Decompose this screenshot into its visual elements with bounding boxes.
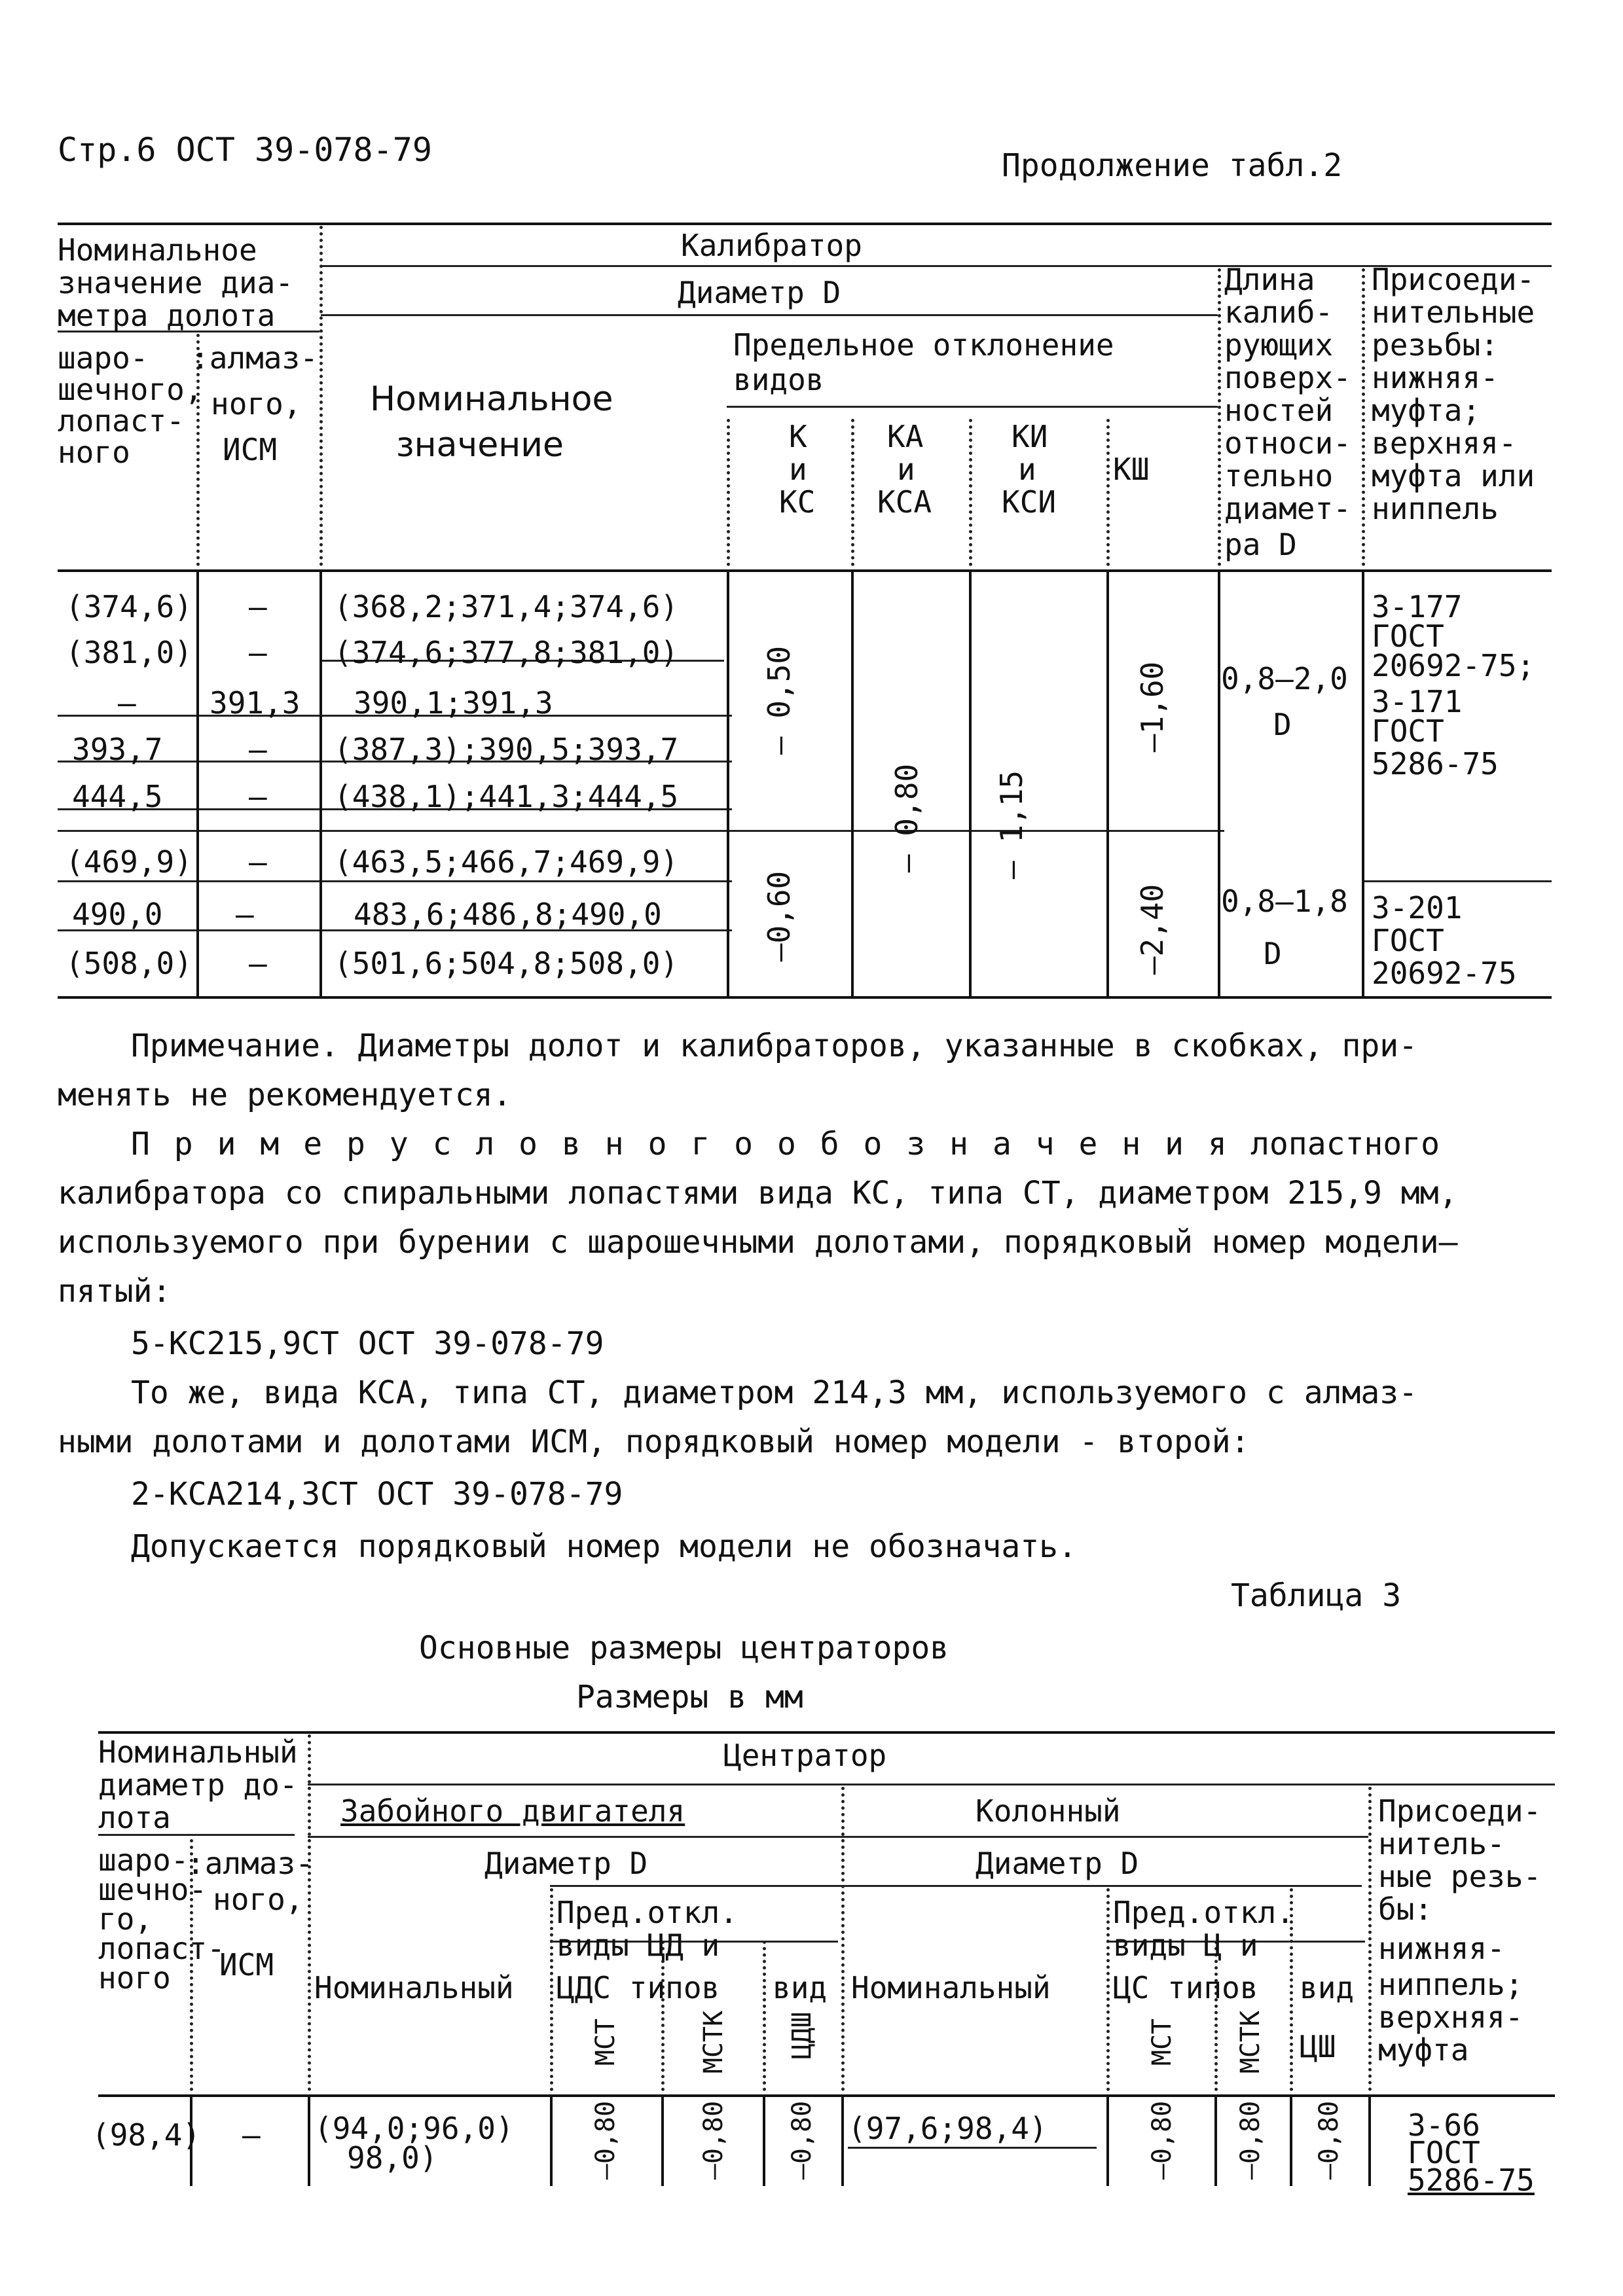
- row-nominal: (374,6;377,8;381,0): [334, 635, 679, 670]
- row-mstk-right: –0,80: [1235, 2100, 1266, 2180]
- vid-left-header: вид: [773, 1970, 828, 2005]
- ksh-header: КШ: [1113, 452, 1150, 487]
- almaz-header-line: ИСМ: [219, 1947, 274, 1982]
- length-header-line: относи-: [1224, 425, 1351, 461]
- row-nominal: (368,2;371,4;374,6): [334, 589, 679, 624]
- thread-top-line: ГОСТ: [1372, 619, 1444, 654]
- length-bottom: 0,8–1,8: [1221, 884, 1348, 919]
- thread-header-line: ниппель;: [1378, 1967, 1523, 2002]
- nominal-header-line: диаметр до-: [98, 1767, 298, 1803]
- table-label: Таблица 3: [1231, 1577, 1402, 1614]
- row-almaz: –: [249, 732, 267, 767]
- deviation-ksh-bottom: –2,40: [1135, 884, 1170, 975]
- length-header: Длина: [1224, 262, 1315, 297]
- row-csh: –0,80: [1314, 2100, 1344, 2180]
- csh-header: ЦШ: [1300, 2029, 1336, 2064]
- row-thread-line: ГОСТ: [1408, 2135, 1480, 2170]
- row-nominal: (387,3);390,5;393,7: [334, 732, 679, 767]
- example-heading: П р и м е р у с л о в н о г о о б о з н а ч е н и я: [131, 1126, 1230, 1162]
- kaksa-header-line: КСА: [877, 484, 932, 520]
- deviation-right-header-line: виды Ц и: [1113, 1928, 1258, 1963]
- kaksa-header: КА: [887, 419, 924, 454]
- length-header-line: тельно: [1224, 458, 1334, 493]
- mstk-left-header: МСТК: [699, 2010, 729, 2074]
- nominal-right-header: Номинальный: [851, 1970, 1051, 2005]
- row-sharo: (469,9): [65, 844, 192, 880]
- sharo-header-line: го,: [98, 1901, 153, 1937]
- thread-top-line: ГОСТ: [1372, 713, 1444, 749]
- note-paragraph-line: менять не рекомендуется.: [58, 1077, 512, 1113]
- kks-header-line: и: [789, 452, 807, 487]
- row-sharo: –: [118, 685, 136, 721]
- thread-header-line: муфта;: [1372, 393, 1481, 428]
- row-sharo: (508,0): [65, 946, 192, 981]
- almaz-header-line: ного,: [213, 1882, 304, 1917]
- row-sharo: 393,7: [72, 732, 163, 767]
- deviation-right-header: Пред.откл.: [1113, 1895, 1294, 1930]
- thread-header-line: нижняя-: [1378, 1931, 1505, 1966]
- row-almaz: –: [249, 589, 267, 624]
- thread-bottom-line: 20692-75: [1372, 956, 1517, 991]
- thread-bottom: 3-201: [1372, 890, 1463, 925]
- nominal-header-line: лота: [98, 1800, 171, 1835]
- nominal-value-header-line: значение: [396, 425, 564, 465]
- thread-header-line: ные резь-: [1378, 1859, 1542, 1894]
- same-paragraph: То же, вида КСА, типа СТ, диаметром 214,3 мм, используемого с алмаз-: [131, 1374, 1418, 1411]
- row-almaz: –: [249, 844, 267, 880]
- page-reference: Стр.6 ОСТ 39-078-79: [58, 131, 432, 169]
- length-header-line: поверх-: [1224, 360, 1351, 395]
- row-mst-left: –0,80: [591, 2100, 621, 2180]
- deviation-kiksi: – 1,15: [994, 770, 1029, 880]
- thread-top-line: 20692-75;: [1372, 648, 1535, 683]
- kiksi-header-line: КСИ: [1002, 484, 1057, 520]
- row-mst-right: –0,80: [1147, 2100, 1177, 2180]
- example-line: используемого при бурении с шарошечными долотами, порядковый номер модели–: [58, 1224, 1458, 1261]
- thread-header-line: нитель-: [1378, 1826, 1505, 1861]
- length-top: 0,8–2,0: [1221, 661, 1348, 696]
- sharo-header-line: лопаст-: [98, 1931, 225, 1966]
- row-almaz: –: [249, 779, 267, 814]
- length-header-line: ностей: [1224, 393, 1334, 428]
- allowed-note: Допускается порядковый номер модели не обозначать.: [131, 1528, 1077, 1565]
- thread-header-line: верхняя-: [1372, 425, 1517, 461]
- mstk-right-header: МСТК: [1235, 2010, 1266, 2074]
- almaz-header: :алмаз-: [191, 340, 318, 376]
- thread-header-line: нительные: [1372, 295, 1535, 330]
- kiksi-header-line: и: [1018, 452, 1036, 487]
- deviation-left-header: Пред.откл.: [556, 1895, 738, 1930]
- downhole-motor-header: Забойного двигателя: [340, 1793, 685, 1829]
- thread-top-line: 3-171: [1372, 684, 1463, 719]
- row-almaz: –: [236, 897, 254, 932]
- diameter-header: Диаметр D: [678, 275, 841, 310]
- row-nominal: 483,6;486,8;490,0: [354, 897, 662, 932]
- table-continuation-label: Продолжение табл.2: [1002, 147, 1343, 184]
- sharo-header-line: шечно-: [98, 1872, 208, 1907]
- row-sharo: 444,5: [72, 779, 163, 814]
- row-almaz: –: [249, 635, 267, 670]
- thread-header-line: муфта: [1378, 2032, 1469, 2068]
- nominal-value-header: Номинальное: [370, 380, 613, 419]
- example-heading-tail: лопастного: [1250, 1126, 1440, 1162]
- row-nominal: (438,1);441,3;444,5: [334, 779, 679, 814]
- row-sharo: 490,0: [72, 897, 163, 932]
- mst-left-header: МСТ: [591, 2018, 621, 2066]
- length-header-line: калиб-: [1224, 295, 1334, 330]
- deviation-kaksa: – 0,80: [889, 763, 924, 873]
- diameter-left-header: Диаметр D: [484, 1846, 648, 1881]
- sharo-header-line: шечного,: [58, 372, 203, 407]
- designation-example-2: 2-КСА214,3СТ ОСТ 39-078-79: [131, 1476, 623, 1513]
- sharo-header: шаро-: [58, 340, 149, 376]
- thread-top-line: 5286-75: [1372, 746, 1499, 781]
- deviation-ksh-top: –1,60: [1135, 661, 1170, 753]
- almaz-header: :алмаз-: [187, 1846, 314, 1881]
- limit-deviation-header: Предельное отклонение: [733, 327, 1114, 363]
- row-nominal: 390,1;391,3: [354, 685, 553, 721]
- thread-header-line: ниппель: [1372, 491, 1499, 526]
- nominal-header-line: значение диа-: [58, 265, 294, 300]
- nominal-header: Номинальный: [98, 1734, 298, 1770]
- nominal-header: Номинальное: [58, 232, 257, 268]
- row-nominal-left-line: 98,0): [347, 2140, 438, 2176]
- example-line: пятый:: [58, 1273, 172, 1310]
- column-header: Колонный: [976, 1793, 1121, 1829]
- row-sharo: (98,4): [92, 2117, 201, 2153]
- row-almaz: –: [249, 946, 267, 981]
- thread-header: Присоеди-: [1378, 1793, 1542, 1829]
- almaz-header-line: ного,: [211, 386, 302, 422]
- same-paragraph-line: ными долотами и долотами ИСМ, порядковый номер модели - второй:: [58, 1424, 1250, 1460]
- thread-top: 3-177: [1372, 589, 1463, 624]
- row-almaz: 391,3: [210, 685, 301, 721]
- length-header-line: рующих: [1224, 327, 1334, 363]
- thread-header-line: резьбы:: [1372, 327, 1499, 363]
- row-nominal-right: (97,6;98,4): [848, 2111, 1048, 2146]
- table-title: Основные размеры центраторов: [419, 1630, 949, 1666]
- length-top-unit: D: [1273, 707, 1292, 742]
- centrator-header: Центратор: [723, 1738, 887, 1773]
- row-nominal: (463,5;466,7;469,9): [334, 844, 679, 880]
- sharo-header-line: лопаст-: [58, 403, 185, 439]
- diameter-right-header: Диаметр D: [976, 1846, 1139, 1881]
- limit-deviation-header-line: видов: [733, 362, 824, 397]
- nominal-header-line: метра долота: [58, 298, 276, 333]
- row-sharo: (374,6): [65, 589, 192, 624]
- example-line: калибратора со спиральными лопастями вида КС, типа СТ, диаметром 215,9 мм,: [58, 1175, 1458, 1211]
- deviation-kks-top: – 0,50: [761, 645, 797, 755]
- sharo-header: шаро-: [98, 1842, 189, 1878]
- row-thread-line: 5286-75: [1408, 2162, 1535, 2198]
- sharo-header-line: ного: [98, 1960, 171, 1996]
- kiksi-header: КИ: [1012, 419, 1048, 454]
- kaksa-header-line: и: [897, 452, 915, 487]
- note-paragraph: Примечание. Диаметры долот и калибраторов, указанные в скобках, при-: [131, 1028, 1418, 1064]
- almaz-header-line: ИСМ: [223, 432, 278, 467]
- sharo-header-line: ного: [58, 435, 130, 470]
- vid-right-header: вид: [1300, 1970, 1355, 2005]
- row-thread: 3-66: [1408, 2108, 1480, 2143]
- nominal-left-header: Номинальный: [314, 1970, 514, 2005]
- kks-header-line: КС: [779, 484, 816, 520]
- mst-right-header: МСТ: [1147, 2018, 1177, 2066]
- thread-header-line: нижняя-: [1372, 360, 1499, 395]
- calibrator-header: Калибратор: [681, 228, 862, 263]
- row-almaz: –: [242, 2117, 261, 2153]
- length-header-line: диамет-: [1224, 491, 1351, 526]
- thread-header-line: бы:: [1378, 1892, 1433, 1927]
- length-bottom-unit: D: [1264, 936, 1282, 971]
- designation-example-1: 5-КС215,9СТ ОСТ 39-078-79: [131, 1325, 604, 1362]
- row-nominal-left: (94,0;96,0): [314, 2111, 514, 2146]
- kks-header: К: [789, 419, 807, 454]
- thread-bottom-line: ГОСТ: [1372, 923, 1444, 958]
- thread-header-line: верхняя-: [1378, 2000, 1523, 2035]
- length-header-line: ра D: [1224, 527, 1297, 562]
- thread-header-line: муфта или: [1372, 458, 1535, 493]
- row-mstk-left: –0,80: [699, 2100, 729, 2180]
- row-nominal: (501,6;504,8;508,0): [334, 946, 679, 981]
- deviation-left-header-line: виды ЦД и: [556, 1928, 720, 1963]
- deviation-right-header-line: ЦС типов: [1113, 1970, 1258, 2005]
- row-cdsh: –0,80: [787, 2100, 817, 2180]
- deviation-left-header-line: ЦДС типов: [556, 1970, 720, 2005]
- cdsh-header: ЦДШ: [787, 2011, 817, 2060]
- table-units: Размеры в мм: [576, 1679, 803, 1715]
- thread-header: Присоеди-: [1372, 262, 1535, 297]
- deviation-kks-bottom: –0,60: [761, 870, 797, 962]
- row-sharo: (381,0): [65, 635, 192, 670]
